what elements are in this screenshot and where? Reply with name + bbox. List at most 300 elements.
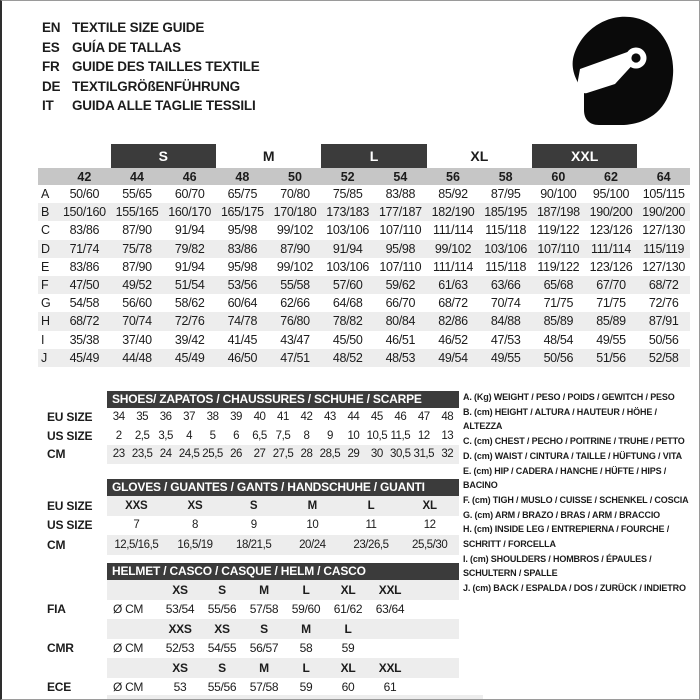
table-row-h xyxy=(38,312,690,330)
lang-title: GUIDE DES TAILLES TEXTILE xyxy=(72,59,260,74)
diameter-unit: Ø CM xyxy=(113,641,144,656)
table-row-f xyxy=(38,276,690,294)
size-value: 63/66 xyxy=(490,278,521,293)
helmet-diameter: 63/64 xyxy=(375,602,405,617)
shoe-us-size: 10,5 xyxy=(366,429,388,442)
helmet-size-label: XXL xyxy=(378,582,402,597)
lang-title: TEXTILE SIZE GUIDE xyxy=(72,20,205,35)
gloves-us-row xyxy=(107,516,459,536)
size-letter-s: S xyxy=(111,144,216,168)
size-number: 44 xyxy=(130,169,144,184)
glove-eu-size: S xyxy=(249,499,258,512)
row-label-eu-size: EU SIZE xyxy=(47,498,93,513)
legend-line: J. (cm) BACK / ESPALDA / DOS / ZURÜCK / INDIETRO xyxy=(463,583,686,594)
diameter-unit: Ø CM xyxy=(113,680,144,695)
racing-helmet-icon xyxy=(558,11,686,137)
row-label-us-size: US SIZE xyxy=(47,518,93,533)
size-value: 49/54 xyxy=(438,350,468,365)
size-value: 115/119 xyxy=(643,241,685,256)
shoe-us-size: 5 xyxy=(209,429,216,442)
size-value: 71/75 xyxy=(543,296,574,311)
size-value: 190/200 xyxy=(589,205,633,220)
shoe-us-size: 12 xyxy=(417,429,430,442)
glove-us-size: 12 xyxy=(423,519,436,532)
table-row-d xyxy=(38,240,690,258)
helmet-size-label: S xyxy=(218,582,226,597)
size-value: 182/190 xyxy=(431,205,475,220)
size-value: 75/85 xyxy=(332,187,363,202)
size-letter-l: L xyxy=(321,144,426,168)
glove-eu-size: M xyxy=(307,499,318,512)
size-value: 49/52 xyxy=(122,278,152,293)
helmet-size-label: L xyxy=(344,621,352,636)
helmet-diameter: 57/58 xyxy=(249,602,279,617)
glove-cm-size: 12,5/16,5 xyxy=(114,538,159,551)
shoe-us-size: 6,5 xyxy=(252,429,267,442)
size-value: 173/183 xyxy=(326,205,370,220)
size-value: 115/118 xyxy=(485,223,527,238)
size-value: 49/55 xyxy=(490,350,521,365)
lang-title: TEXTILGRÖßENFÜHRUNG xyxy=(72,78,240,94)
size-value: 119/122 xyxy=(537,259,580,274)
size-value: 107/110 xyxy=(379,223,422,238)
shoe-us-size: 2 xyxy=(115,429,122,442)
helmet-size-label: S xyxy=(218,660,226,675)
size-value: 47/50 xyxy=(69,278,100,293)
size-value: 74/78 xyxy=(227,314,258,329)
row-label-fia: FIA xyxy=(47,602,66,617)
helmet-size-label: XXL xyxy=(378,660,402,675)
shoe-us-size: 6 xyxy=(233,429,240,442)
table-row-j xyxy=(38,349,690,367)
size-value: 45/50 xyxy=(332,332,363,347)
size-value: 87/90 xyxy=(122,259,152,274)
size-value: 160/170 xyxy=(168,205,212,220)
size-value: 177/187 xyxy=(378,205,422,220)
size-value: 46/51 xyxy=(385,332,416,347)
size-value: 56/60 xyxy=(122,296,152,311)
size-value: 83/86 xyxy=(227,241,258,256)
shoe-cm-size: 23 xyxy=(112,448,125,461)
shoe-cm-size: 30 xyxy=(370,448,383,461)
size-value: 85/89 xyxy=(543,314,574,329)
textile-size-table xyxy=(38,143,690,367)
shoes-title-bar: SHOES/ ZAPATOS / CHAUSSURES / SCHUHE / SCARPE xyxy=(107,391,459,408)
shoe-us-size: 4 xyxy=(186,429,193,442)
row-label: D xyxy=(41,241,50,256)
shoe-eu-size: 35 xyxy=(136,411,149,424)
size-value: 103/106 xyxy=(484,241,528,256)
glove-us-size: 7 xyxy=(133,519,140,532)
size-value: 62/66 xyxy=(280,296,310,311)
shoe-us-size: 9 xyxy=(326,429,333,442)
size-value: 83/86 xyxy=(69,223,100,238)
size-value: 187/198 xyxy=(536,205,580,220)
size-value: 111/114 xyxy=(433,259,473,274)
size-value: 48/52 xyxy=(332,350,363,365)
row-label-eu-size: EU SIZE xyxy=(47,410,93,425)
size-value: 111/114 xyxy=(433,223,473,238)
helmet-size-label: M xyxy=(259,660,269,675)
lang-row-de xyxy=(42,77,260,97)
helmet-diameter: 56/57 xyxy=(249,641,279,656)
lang-row-fr xyxy=(42,57,260,77)
size-value: 105/115 xyxy=(642,187,685,202)
table-row-a xyxy=(38,185,690,203)
shoe-cm-size: 23,5 xyxy=(131,448,153,461)
size-value: 87/91 xyxy=(648,314,679,329)
size-value: 119/122 xyxy=(537,223,580,238)
cropped-next-row xyxy=(107,695,483,700)
size-value: 41/45 xyxy=(227,332,258,347)
legend-line: A. (Kg) WEIGHT / PESO / POIDS / GEWITCH / PESO xyxy=(463,392,675,402)
helmet-diameter: 55/56 xyxy=(207,602,237,617)
size-value: 60/64 xyxy=(227,296,258,311)
helmet-size-label: L xyxy=(302,582,310,597)
size-value: 170/180 xyxy=(273,205,317,220)
size-value: 59/62 xyxy=(385,278,416,293)
size-value: 80/84 xyxy=(385,314,416,329)
letter-size-header-row xyxy=(38,143,690,168)
size-value: 51/56 xyxy=(596,350,626,365)
size-value: 95/98 xyxy=(227,223,258,238)
size-letter-m: M xyxy=(262,147,275,164)
size-value: 68/72 xyxy=(648,278,679,293)
size-number: 52 xyxy=(340,169,355,184)
table-row-b xyxy=(38,203,690,221)
shoe-eu-size: 37 xyxy=(183,411,196,424)
helmet-diameter: 61/62 xyxy=(333,602,363,617)
size-number: 48 xyxy=(235,169,250,184)
size-value: 43/47 xyxy=(280,332,310,347)
row-label: G xyxy=(41,296,51,311)
legend-line: H. (cm) INSIDE LEG / ENTREPIERNA / FOURCHE / SCHRITT / FORCELLA xyxy=(463,524,670,550)
size-value: 54/58 xyxy=(69,296,100,311)
diameter-unit: Ø CM xyxy=(113,602,144,617)
helmet-diameter: 58 xyxy=(299,641,313,656)
size-value: 91/94 xyxy=(174,223,205,238)
lang-title: GUIDA ALLE TAGLIE TESSILI xyxy=(72,98,256,113)
shoes-us-row xyxy=(107,427,459,446)
size-value: 85/92 xyxy=(438,187,468,202)
size-value: 68/72 xyxy=(69,314,100,329)
shoe-cm-size: 27 xyxy=(253,448,266,461)
legend-line: E. (cm) HIP / CADERA / HANCHE / HÜFTE / HIPS / BACINO xyxy=(463,465,667,491)
helmet-diameter: 52/53 xyxy=(165,641,195,656)
size-value: 55/65 xyxy=(122,187,152,202)
size-value: 71/74 xyxy=(69,241,100,256)
size-value: 95/98 xyxy=(227,259,258,274)
size-value: 70/80 xyxy=(280,187,310,202)
shoe-cm-size: 26 xyxy=(230,448,243,461)
helmet-size-label: M xyxy=(301,621,311,636)
size-value: 99/102 xyxy=(434,241,472,256)
size-value: 150/160 xyxy=(62,205,106,220)
shoe-eu-size: 34 xyxy=(112,411,125,424)
helmet-size-label: XL xyxy=(340,660,356,675)
table-row-g xyxy=(38,294,690,312)
size-number: 58 xyxy=(498,169,513,184)
size-value: 87/95 xyxy=(490,187,521,202)
size-number: 42 xyxy=(77,169,92,184)
shoe-cm-size: 28 xyxy=(300,448,313,461)
shoe-eu-size: 36 xyxy=(159,411,172,424)
gloves-section xyxy=(47,478,459,555)
shoe-cm-size: 27,5 xyxy=(272,448,294,461)
size-value: 103/106 xyxy=(326,259,370,274)
gloves-eu-row xyxy=(107,496,459,516)
glove-cm-size: 25,5/30 xyxy=(412,538,448,551)
size-value: 51/54 xyxy=(174,278,205,293)
size-value: 70/74 xyxy=(122,314,152,329)
size-value: 44/48 xyxy=(122,350,152,365)
size-value: 47/53 xyxy=(490,332,521,347)
size-number: 54 xyxy=(393,169,408,184)
size-value: 65/75 xyxy=(227,187,258,202)
size-value: 190/200 xyxy=(642,205,686,220)
size-number: 56 xyxy=(446,169,460,184)
size-value: 60/70 xyxy=(174,187,205,202)
legend-line: F. (cm) TIGH / MUSLO / CUISSE / SCHENKEL / COSCIA xyxy=(463,494,689,505)
glove-eu-size: XS xyxy=(187,499,203,512)
lang-code: FR xyxy=(42,59,60,74)
size-number: 46 xyxy=(182,169,197,184)
size-value: 127/130 xyxy=(642,259,686,274)
helmet-size-label: XXS xyxy=(168,621,192,636)
size-value: 50/56 xyxy=(648,332,679,347)
helmet-diameter: 61 xyxy=(383,680,397,695)
size-value: 67/70 xyxy=(596,278,626,293)
size-value: 55/58 xyxy=(280,278,310,293)
helmet-diameter: 59 xyxy=(299,680,313,695)
shoe-eu-size: 39 xyxy=(230,411,243,424)
row-label: H xyxy=(41,314,50,329)
size-value: 76/80 xyxy=(280,314,310,329)
helmet-title-bar: HELMET / CASCO / CASQUE / HELM / CASCO xyxy=(107,563,459,580)
size-value: 35/38 xyxy=(69,332,100,347)
glove-cm-size: 23/26,5 xyxy=(353,538,389,551)
size-value: 111/114 xyxy=(591,241,631,256)
size-value: 87/90 xyxy=(122,223,152,238)
size-value: 37/40 xyxy=(122,332,152,347)
size-value: 115/118 xyxy=(485,259,527,274)
lang-row-en xyxy=(42,18,260,38)
legend-line: I. (cm) SHOULDERS / HOMBROS / ÉPAULES / SCHULTERN / SPALLE xyxy=(463,553,652,579)
size-value: 79/82 xyxy=(174,241,205,256)
table-row-e xyxy=(38,258,690,276)
helmet-size-label: S xyxy=(260,621,268,636)
shoe-eu-size: 48 xyxy=(441,411,454,424)
lang-row-es xyxy=(42,38,260,58)
size-number: 62 xyxy=(604,169,618,184)
row-label: I xyxy=(41,332,45,347)
size-value: 83/88 xyxy=(385,187,416,202)
helmet-diameter: 57/58 xyxy=(249,680,279,695)
size-value: 90/100 xyxy=(540,187,577,202)
legend-line: G. (cm) ARM / BRAZO / BRAS / ARM / BRACCIO xyxy=(463,509,661,520)
glove-us-size: 10 xyxy=(306,519,319,532)
glove-us-size: 9 xyxy=(250,519,257,532)
size-value: 165/175 xyxy=(220,205,264,220)
glove-us-size: 8 xyxy=(192,519,198,532)
size-value: 49/55 xyxy=(596,332,626,347)
helmet-diameter: 54/55 xyxy=(207,641,237,656)
shoes-eu-row xyxy=(107,408,459,427)
row-label-cmr: CMR xyxy=(47,641,74,656)
helmet-diameter: 53/54 xyxy=(165,602,195,617)
size-number: 50 xyxy=(288,169,302,184)
size-value: 123/126 xyxy=(589,259,633,274)
size-value: 99/102 xyxy=(276,223,314,238)
row-label: B xyxy=(41,205,49,220)
size-value: 46/50 xyxy=(227,350,258,365)
numeric-size-header-row xyxy=(38,168,690,185)
helmet-section xyxy=(47,562,459,697)
shoe-eu-size: 44 xyxy=(347,411,360,424)
helmet-diameter: 59 xyxy=(341,641,355,656)
size-value: 123/126 xyxy=(589,223,633,238)
size-number: 64 xyxy=(656,169,671,184)
row-label: J xyxy=(41,350,47,365)
size-value: 91/94 xyxy=(332,241,363,256)
size-value: 84/88 xyxy=(490,314,521,329)
shoes-cm-row xyxy=(107,445,459,464)
helmet-diameter: 59/60 xyxy=(291,602,321,617)
size-value: 107/110 xyxy=(537,241,580,256)
lang-title: GUÍA DE TALLAS xyxy=(72,39,181,55)
glove-cm-size: 18/21,5 xyxy=(236,538,272,551)
size-value: 71/75 xyxy=(596,296,626,311)
glove-eu-size: L xyxy=(367,499,375,512)
glove-us-size: 11 xyxy=(365,519,377,532)
row-label: A xyxy=(41,187,49,202)
size-value: 61/63 xyxy=(438,278,468,293)
gloves-title-bar: GLOVES / GUANTES / GANTS / HANDSCHUHE / GUANTI xyxy=(107,479,459,496)
shoe-cm-size: 24 xyxy=(159,448,172,461)
shoe-cm-size: 29 xyxy=(347,448,360,461)
size-value: 82/86 xyxy=(438,314,468,329)
shoe-cm-size: 30,5 xyxy=(390,448,411,461)
size-value: 85/89 xyxy=(596,314,626,329)
cmr-values-row xyxy=(107,639,459,659)
shoe-cm-size: 28,5 xyxy=(319,448,341,461)
size-value: 45/49 xyxy=(174,350,205,365)
size-value: 83/86 xyxy=(69,259,100,274)
row-label-ece: ECE xyxy=(47,680,72,695)
lang-row-it xyxy=(42,96,260,116)
size-value: 58/62 xyxy=(174,296,205,311)
size-value: 50/56 xyxy=(543,350,574,365)
shoe-eu-size: 41 xyxy=(277,411,289,424)
size-value: 87/90 xyxy=(280,241,310,256)
helmet-size-label: L xyxy=(302,660,310,675)
shoe-us-size: 2,5 xyxy=(134,429,150,442)
glove-cm-size: 20/24 xyxy=(299,538,326,551)
shoe-us-size: 8 xyxy=(303,429,310,442)
shoe-cm-size: 32 xyxy=(441,448,454,461)
helmet-diameter: 53 xyxy=(173,680,187,695)
legend-line: B. (cm) HEIGHT / ALTURA / HAUTEUR / HÖHE / ALTEZZA xyxy=(463,406,657,432)
size-value: 52/58 xyxy=(648,350,679,365)
size-value: 107/110 xyxy=(379,259,422,274)
size-value: 48/53 xyxy=(385,350,416,365)
fia-sizes-row xyxy=(107,580,459,600)
glove-cm-size: 16,5/19 xyxy=(177,538,213,551)
row-label-cm: CM xyxy=(47,537,66,552)
size-value: 78/82 xyxy=(332,314,363,329)
size-value: 91/94 xyxy=(174,259,205,274)
row-label: C xyxy=(41,223,50,238)
size-value: 70/74 xyxy=(490,296,521,311)
size-letter-xl: XL xyxy=(470,147,489,164)
row-label: F xyxy=(41,278,49,293)
glove-eu-size: XXS xyxy=(125,499,148,512)
helmet-diameter: 55/56 xyxy=(207,680,237,695)
size-value: 47/51 xyxy=(280,350,310,365)
helmet-size-label: XS xyxy=(172,582,188,597)
helmet-size-label: M xyxy=(259,582,269,597)
gloves-cm-row xyxy=(107,535,459,555)
shoe-cm-size: 31,5 xyxy=(413,448,435,461)
shoe-eu-size: 43 xyxy=(323,411,336,424)
shoe-us-size: 11,5 xyxy=(390,429,411,442)
shoe-us-size: 13 xyxy=(441,429,454,442)
size-value: 45/49 xyxy=(69,350,100,365)
shoe-us-size: 3,5 xyxy=(158,429,173,442)
size-value: 68/72 xyxy=(438,296,468,311)
size-value: 48/54 xyxy=(543,332,574,347)
size-value: 39/42 xyxy=(174,332,205,347)
helmet-size-label: XL xyxy=(340,582,356,597)
size-value: 57/60 xyxy=(332,278,363,293)
size-value: 127/130 xyxy=(642,223,686,238)
size-letter-xxl: XXL xyxy=(532,144,637,168)
helmet-diameter: 60 xyxy=(341,680,355,695)
lang-code: IT xyxy=(42,98,54,113)
measurement-legend xyxy=(463,390,696,596)
size-value: 95/100 xyxy=(592,187,630,202)
legend-line: C. (cm) CHEST / PECHO / POITRINE / TRUHE / PETTO xyxy=(463,436,685,447)
size-value: 155/165 xyxy=(115,205,159,220)
helmet-size-label: XS xyxy=(214,621,230,636)
lang-code: ES xyxy=(42,39,60,55)
size-value: 46/52 xyxy=(438,332,468,347)
legend-line: D. (cm) WAIST / CINTURA / TAILLE / HÜFTUNG / VITA xyxy=(463,450,682,461)
size-value: 66/70 xyxy=(385,296,416,311)
size-value: 50/60 xyxy=(69,187,100,202)
size-number: 60 xyxy=(551,169,566,184)
ece-sizes-row xyxy=(107,658,459,678)
size-value: 99/102 xyxy=(276,259,314,274)
shoe-eu-size: 40 xyxy=(253,411,266,424)
lang-code: EN xyxy=(42,20,61,35)
fia-values-row xyxy=(107,600,459,620)
row-label-us-size: US SIZE xyxy=(47,428,93,443)
shoes-section xyxy=(47,390,459,464)
size-value: 53/56 xyxy=(227,278,258,293)
size-value: 103/106 xyxy=(326,223,370,238)
size-value: 72/76 xyxy=(174,314,205,329)
shoe-cm-size: 25,5 xyxy=(202,448,223,461)
cmr-sizes-row xyxy=(107,619,459,639)
helmet-size-label: XS xyxy=(172,660,188,675)
size-value: 75/78 xyxy=(122,241,152,256)
table-row-i xyxy=(38,331,690,349)
size-value: 65/68 xyxy=(543,278,574,293)
shoe-eu-size: 45 xyxy=(370,411,383,424)
row-label: E xyxy=(41,259,49,274)
lang-code: DE xyxy=(42,78,61,94)
